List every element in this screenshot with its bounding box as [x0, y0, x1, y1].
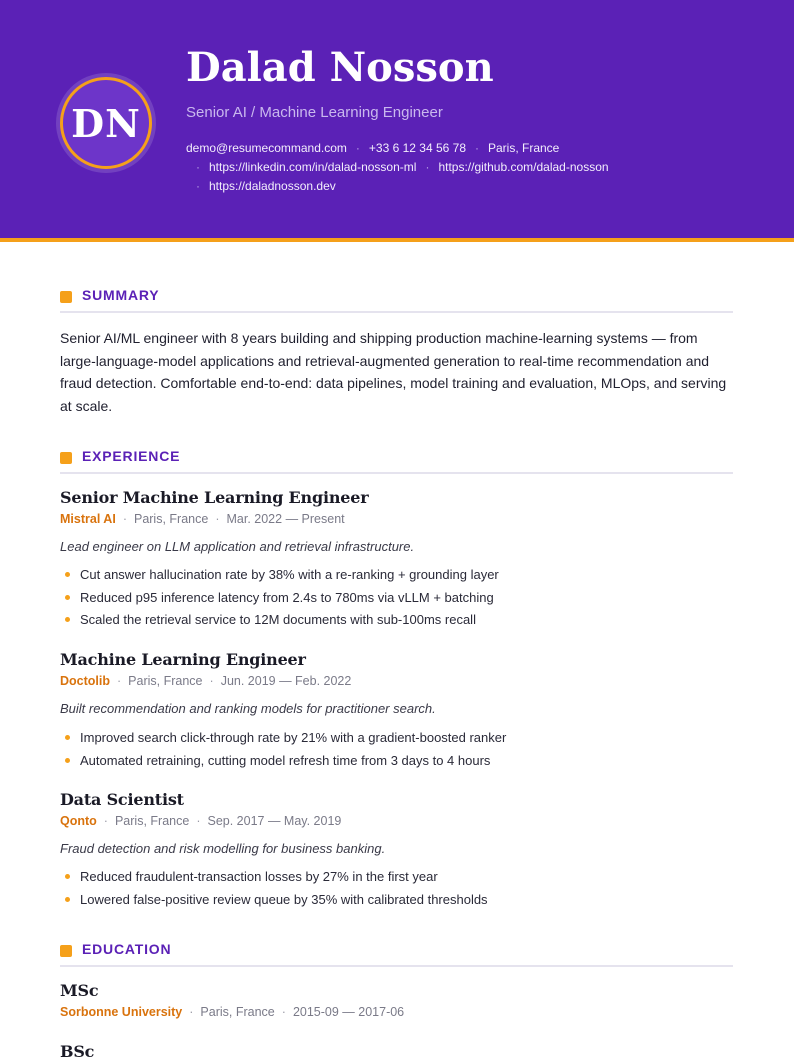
- candidate-role: Senior AI / Machine Learning Engineer: [186, 104, 443, 121]
- degree-title: MSc: [60, 981, 99, 1000]
- job-meta: [60, 674, 351, 688]
- section-education-heading: [60, 937, 733, 967]
- job-title: Senior Machine Learning Engineer: [60, 488, 369, 507]
- email-link[interactable]: demo@resumecommand.com: [186, 141, 347, 155]
- degree-title: BSc: [60, 1042, 95, 1060]
- job-bullets: [60, 868, 488, 913]
- meta-separator: ·: [103, 814, 108, 828]
- contact-separator: ·: [355, 141, 360, 155]
- contact-line-1: [186, 141, 559, 155]
- section-marker-icon: [60, 945, 72, 957]
- avatar: DN: [60, 77, 152, 169]
- job-dates: Jun. 2019 — Feb. 2022: [220, 674, 352, 688]
- meta-separator: ·: [215, 512, 220, 526]
- meta-separator: ·: [122, 512, 127, 526]
- education-meta: [60, 1005, 404, 1019]
- company-name: Qonto: [60, 814, 97, 828]
- contact-separator: ·: [475, 141, 479, 155]
- contact-line-3: [196, 179, 336, 193]
- meta-separator: ·: [281, 1005, 286, 1019]
- meta-separator: ·: [209, 674, 214, 688]
- contact-separator: ·: [425, 160, 430, 174]
- job-description: Fraud detection and risk modelling for business banking.: [60, 841, 386, 856]
- company-name: Doctolib: [60, 674, 110, 688]
- website-link[interactable]: https://daladnosson.dev: [209, 179, 336, 193]
- meta-separator: ·: [117, 674, 122, 688]
- section-label: SUMMARY: [82, 287, 160, 303]
- job-location: Paris, France: [128, 674, 203, 688]
- job-dates: Mar. 2022 — Present: [226, 512, 345, 526]
- job-bullets: [60, 566, 499, 634]
- education-dates: 2015-09 — 2017-06: [292, 1005, 405, 1019]
- job-meta: [60, 512, 345, 526]
- candidate-name: Dalad Nosson: [186, 44, 494, 91]
- job-bullets: [60, 729, 506, 774]
- list-item: Reduced fraudulent-transaction losses by 27% in the first year: [60, 868, 488, 891]
- resume-header: [0, 0, 794, 238]
- contact-separator: ·: [196, 179, 200, 193]
- location-text: Paris, France: [488, 141, 560, 155]
- school-location: Paris, France: [200, 1005, 275, 1019]
- phone-number: +33 6 12 34 56 78: [368, 141, 466, 155]
- list-item: Reduced p95 inference latency from 2.4s to 780ms via vLLM + batching: [60, 589, 499, 612]
- school-name: Sorbonne University: [60, 1005, 183, 1019]
- job-description: Built recommendation and ranking models for practitioner search.: [60, 701, 436, 716]
- job-dates: Sep. 2017 — May. 2019: [207, 814, 342, 828]
- contact-line-2: [196, 160, 609, 174]
- github-link[interactable]: https://github.com/dalad-nosson: [438, 160, 609, 174]
- section-marker-icon: [60, 452, 72, 464]
- job-meta: [60, 814, 341, 828]
- section-label: EXPERIENCE: [82, 448, 181, 464]
- summary-text: Senior AI/ML engineer with 8 years building and shipping production machine-learning systems — from large-language-model applications and retrieval-augmented generation to real-time recommendation and fraud detection. Comfortable end-to-end: data pipelines, model training and evaluation, MLOps, and serving at scale.: [60, 330, 727, 414]
- list-item: Lowered false-positive review queue by 35% with calibrated thresholds: [60, 891, 488, 914]
- job-title: Data Scientist: [60, 790, 184, 809]
- linkedin-link[interactable]: https://linkedin.com/in/dalad-nosson-ml: [209, 160, 417, 174]
- job-location: Paris, France: [133, 512, 209, 526]
- avatar-ring: [56, 73, 156, 173]
- job-description: Lead engineer on LLM application and retrieval infrastructure.: [60, 539, 415, 554]
- list-item: Scaled the retrieval service to 12M documents with sub-100ms recall: [60, 611, 499, 634]
- section-marker-icon: [60, 291, 72, 303]
- meta-separator: ·: [189, 1005, 194, 1019]
- list-item: Automated retraining, cutting model refresh time from 3 days to 4 hours: [60, 752, 506, 775]
- section-summary-heading: [60, 283, 733, 313]
- job-location: Paris, France: [114, 814, 190, 828]
- list-item: Cut answer hallucination rate by 38% with a re-ranking + grounding layer: [60, 566, 499, 589]
- header-accent-bar: [0, 238, 794, 242]
- list-item: Improved search click-through rate by 21% with a gradient-boosted ranker: [60, 729, 506, 752]
- job-title: Machine Learning Engineer: [60, 650, 306, 669]
- contact-separator: ·: [196, 160, 200, 174]
- company-name: Mistral AI: [60, 512, 116, 526]
- section-label: EDUCATION: [82, 941, 172, 957]
- section-experience-heading: [60, 444, 733, 474]
- meta-separator: ·: [196, 814, 201, 828]
